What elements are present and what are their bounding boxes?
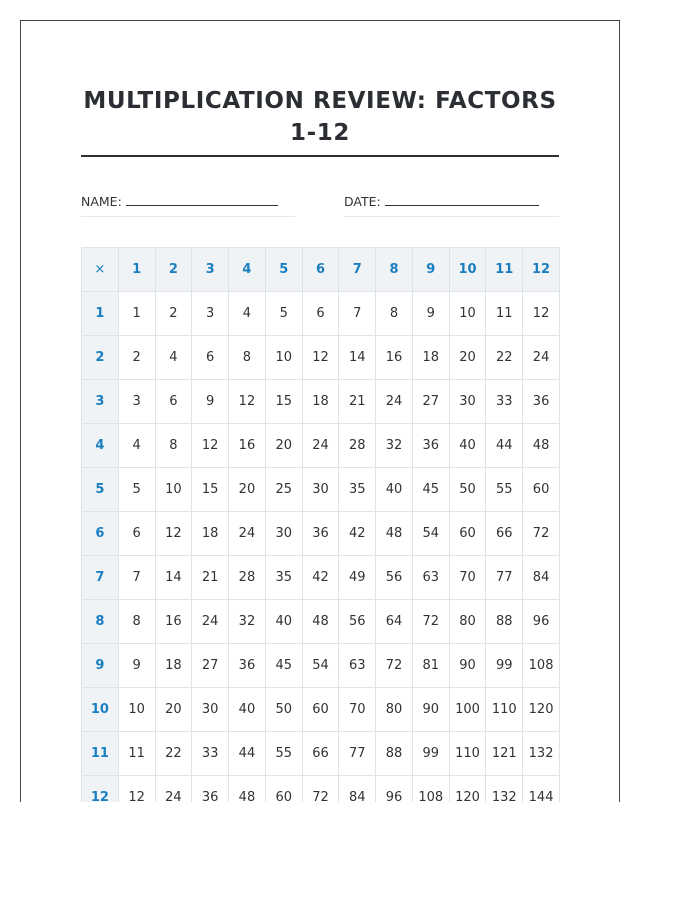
name-label: NAME: (81, 194, 122, 209)
product-cell: 1 (118, 292, 155, 336)
product-cell: 24 (192, 600, 229, 644)
product-cell: 50 (265, 688, 302, 732)
product-cell: 28 (339, 424, 376, 468)
product-cell: 144 (523, 776, 560, 803)
product-cell: 45 (265, 644, 302, 688)
product-cell: 4 (118, 424, 155, 468)
table-row (82, 732, 560, 776)
product-cell: 30 (302, 468, 339, 512)
product-cell: 99 (412, 732, 449, 776)
product-cell: 8 (376, 292, 413, 336)
column-header: 5 (265, 248, 302, 292)
product-cell: 9 (118, 644, 155, 688)
product-cell: 80 (376, 688, 413, 732)
product-cell: 132 (486, 776, 523, 803)
table-row (82, 468, 560, 512)
name-field (81, 194, 295, 217)
product-cell: 35 (339, 468, 376, 512)
product-cell: 110 (449, 732, 486, 776)
product-cell: 60 (265, 776, 302, 803)
row-header: 9 (82, 644, 119, 688)
product-cell: 22 (155, 732, 192, 776)
product-cell: 24 (302, 424, 339, 468)
product-cell: 72 (376, 644, 413, 688)
product-cell: 18 (302, 380, 339, 424)
product-cell: 72 (523, 512, 560, 556)
date-blank-line[interactable] (385, 194, 539, 206)
row-header: 2 (82, 336, 119, 380)
column-header: 4 (229, 248, 266, 292)
row-header: 10 (82, 688, 119, 732)
product-cell: 12 (302, 336, 339, 380)
multiplication-table (81, 247, 560, 802)
product-cell: 32 (229, 600, 266, 644)
product-cell: 96 (376, 776, 413, 803)
product-cell: 10 (118, 688, 155, 732)
row-header: 12 (82, 776, 119, 803)
row-header: 8 (82, 600, 119, 644)
product-cell: 77 (486, 556, 523, 600)
row-header: 4 (82, 424, 119, 468)
product-cell: 12 (118, 776, 155, 803)
product-cell: 30 (449, 380, 486, 424)
product-cell: 44 (486, 424, 523, 468)
product-cell: 7 (118, 556, 155, 600)
product-cell: 40 (449, 424, 486, 468)
table-body (82, 292, 560, 803)
product-cell: 40 (376, 468, 413, 512)
row-header: 5 (82, 468, 119, 512)
column-header: 10 (449, 248, 486, 292)
product-cell: 42 (302, 556, 339, 600)
product-cell: 20 (155, 688, 192, 732)
product-cell: 3 (192, 292, 229, 336)
product-cell: 66 (302, 732, 339, 776)
name-blank-line[interactable] (126, 194, 278, 206)
product-cell: 7 (339, 292, 376, 336)
product-cell: 36 (192, 776, 229, 803)
product-cell: 36 (523, 380, 560, 424)
product-cell: 108 (523, 644, 560, 688)
product-cell: 30 (192, 688, 229, 732)
product-cell: 54 (412, 512, 449, 556)
product-cell: 21 (192, 556, 229, 600)
product-cell: 20 (449, 336, 486, 380)
table-row (82, 336, 560, 380)
product-cell: 36 (412, 424, 449, 468)
product-cell: 8 (155, 424, 192, 468)
page-title: MULTIPLICATION REVIEW: FACTORS 1-12 (83, 88, 557, 146)
product-cell: 12 (192, 424, 229, 468)
product-cell: 132 (523, 732, 560, 776)
product-cell: 99 (486, 644, 523, 688)
table-row (82, 644, 560, 688)
product-cell: 14 (155, 556, 192, 600)
product-cell: 18 (155, 644, 192, 688)
product-cell: 6 (155, 380, 192, 424)
product-cell: 32 (376, 424, 413, 468)
product-cell: 45 (412, 468, 449, 512)
product-cell: 10 (449, 292, 486, 336)
product-cell: 16 (376, 336, 413, 380)
product-cell: 12 (155, 512, 192, 556)
product-cell: 88 (486, 600, 523, 644)
product-cell: 90 (449, 644, 486, 688)
product-cell: 24 (523, 336, 560, 380)
row-header: 11 (82, 732, 119, 776)
product-cell: 120 (449, 776, 486, 803)
product-cell: 20 (229, 468, 266, 512)
product-cell: 6 (302, 292, 339, 336)
product-cell: 36 (229, 644, 266, 688)
worksheet-page (20, 20, 620, 802)
product-cell: 70 (339, 688, 376, 732)
product-cell: 6 (192, 336, 229, 380)
product-cell: 3 (118, 380, 155, 424)
product-cell: 8 (118, 600, 155, 644)
product-cell: 18 (412, 336, 449, 380)
table-row (82, 512, 560, 556)
product-cell: 11 (118, 732, 155, 776)
product-cell: 15 (265, 380, 302, 424)
product-cell: 16 (155, 600, 192, 644)
product-cell: 40 (229, 688, 266, 732)
date-field (344, 194, 559, 217)
product-cell: 60 (523, 468, 560, 512)
table-row (82, 600, 560, 644)
product-cell: 27 (192, 644, 229, 688)
product-cell: 18 (192, 512, 229, 556)
table-row (82, 688, 560, 732)
table-row (82, 776, 560, 803)
product-cell: 84 (339, 776, 376, 803)
product-cell: 96 (523, 600, 560, 644)
table-row (82, 292, 560, 336)
product-cell: 9 (192, 380, 229, 424)
product-cell: 84 (523, 556, 560, 600)
column-header: 8 (376, 248, 413, 292)
product-cell: 9 (412, 292, 449, 336)
product-cell: 24 (229, 512, 266, 556)
product-cell: 100 (449, 688, 486, 732)
product-cell: 54 (302, 644, 339, 688)
column-header: 11 (486, 248, 523, 292)
product-cell: 12 (523, 292, 560, 336)
product-cell: 35 (265, 556, 302, 600)
product-cell: 8 (229, 336, 266, 380)
product-cell: 20 (265, 424, 302, 468)
product-cell: 4 (155, 336, 192, 380)
product-cell: 4 (229, 292, 266, 336)
column-header: 6 (302, 248, 339, 292)
product-cell: 55 (486, 468, 523, 512)
product-cell: 48 (302, 600, 339, 644)
row-header: 7 (82, 556, 119, 600)
column-header: 3 (192, 248, 229, 292)
product-cell: 88 (376, 732, 413, 776)
product-cell: 80 (449, 600, 486, 644)
column-header: 2 (155, 248, 192, 292)
product-cell: 48 (376, 512, 413, 556)
product-cell: 27 (412, 380, 449, 424)
product-cell: 48 (229, 776, 266, 803)
product-cell: 22 (486, 336, 523, 380)
product-cell: 28 (229, 556, 266, 600)
product-cell: 11 (486, 292, 523, 336)
product-cell: 2 (118, 336, 155, 380)
product-cell: 24 (376, 380, 413, 424)
product-cell: 90 (412, 688, 449, 732)
product-cell: 2 (155, 292, 192, 336)
product-cell: 63 (339, 644, 376, 688)
product-cell: 16 (229, 424, 266, 468)
product-cell: 120 (523, 688, 560, 732)
row-header: 6 (82, 512, 119, 556)
product-cell: 44 (229, 732, 266, 776)
date-label: DATE: (344, 194, 381, 209)
column-header-row (82, 248, 560, 292)
product-cell: 81 (412, 644, 449, 688)
product-cell: 30 (265, 512, 302, 556)
row-header: 3 (82, 380, 119, 424)
product-cell: 56 (376, 556, 413, 600)
product-cell: 33 (486, 380, 523, 424)
product-cell: 77 (339, 732, 376, 776)
table-row (82, 380, 560, 424)
title-divider (81, 155, 559, 157)
corner-times-symbol: × (82, 248, 119, 292)
product-cell: 5 (118, 468, 155, 512)
product-cell: 55 (265, 732, 302, 776)
product-cell: 42 (339, 512, 376, 556)
product-cell: 60 (449, 512, 486, 556)
column-header: 12 (523, 248, 560, 292)
product-cell: 64 (376, 600, 413, 644)
product-cell: 56 (339, 600, 376, 644)
product-cell: 48 (523, 424, 560, 468)
table-row (82, 556, 560, 600)
product-cell: 33 (192, 732, 229, 776)
product-cell: 63 (412, 556, 449, 600)
product-cell: 66 (486, 512, 523, 556)
product-cell: 25 (265, 468, 302, 512)
product-cell: 15 (192, 468, 229, 512)
product-cell: 21 (339, 380, 376, 424)
product-cell: 12 (229, 380, 266, 424)
product-cell: 10 (155, 468, 192, 512)
product-cell: 49 (339, 556, 376, 600)
table-row (82, 424, 560, 468)
product-cell: 50 (449, 468, 486, 512)
product-cell: 110 (486, 688, 523, 732)
product-cell: 5 (265, 292, 302, 336)
product-cell: 108 (412, 776, 449, 803)
product-cell: 121 (486, 732, 523, 776)
product-cell: 72 (412, 600, 449, 644)
column-header: 1 (118, 248, 155, 292)
column-header: 7 (339, 248, 376, 292)
product-cell: 60 (302, 688, 339, 732)
product-cell: 70 (449, 556, 486, 600)
product-cell: 36 (302, 512, 339, 556)
product-cell: 72 (302, 776, 339, 803)
product-cell: 14 (339, 336, 376, 380)
column-header: 9 (412, 248, 449, 292)
product-cell: 10 (265, 336, 302, 380)
product-cell: 40 (265, 600, 302, 644)
product-cell: 6 (118, 512, 155, 556)
product-cell: 24 (155, 776, 192, 803)
row-header: 1 (82, 292, 119, 336)
